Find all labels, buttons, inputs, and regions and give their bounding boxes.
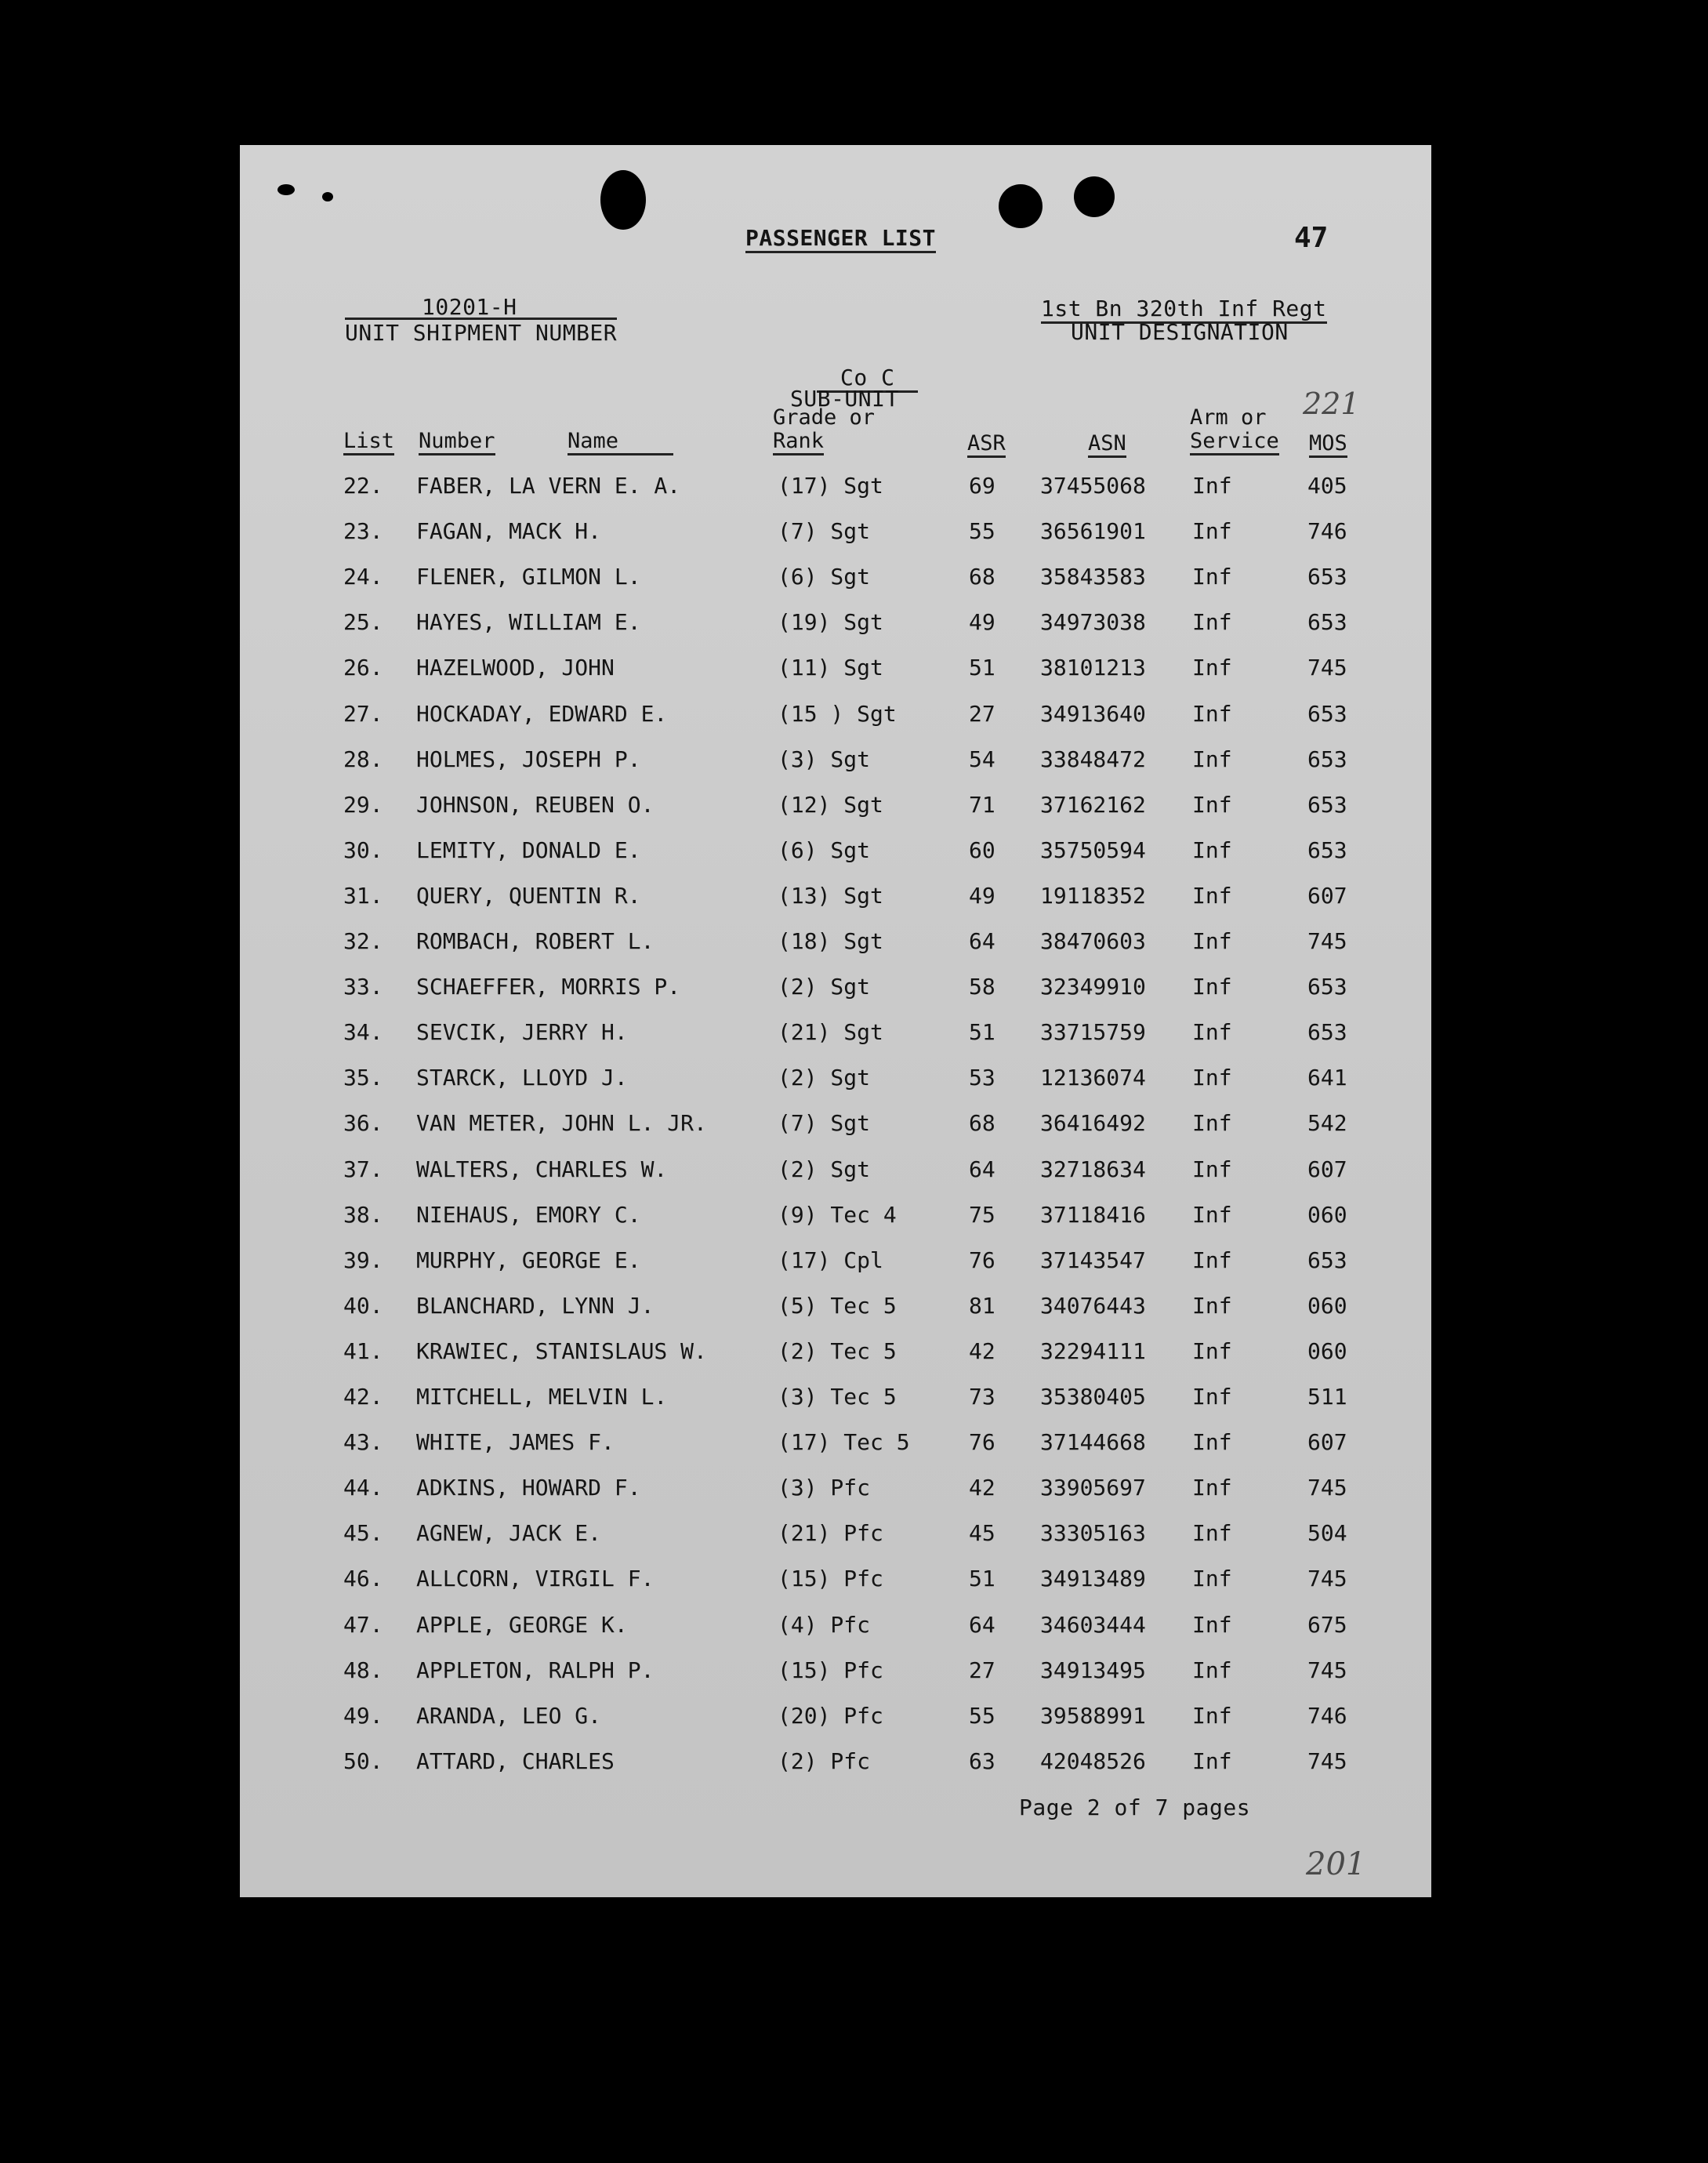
cell-arm: Inf xyxy=(1192,1520,1232,1547)
cell-asr: 64 xyxy=(969,1611,995,1638)
cell-mos: 542 xyxy=(1307,1110,1347,1137)
cell-asr: 53 xyxy=(969,1065,995,1091)
cell-name: JOHNSON, REUBEN O. xyxy=(416,791,655,818)
cell-arm: Inf xyxy=(1192,1702,1232,1729)
table-row xyxy=(240,655,1431,700)
cell-asr: 71 xyxy=(969,791,995,818)
table-row xyxy=(240,1202,1431,1247)
cell-arm: Inf xyxy=(1192,1657,1232,1683)
shipment-number-label: UNIT SHIPMENT NUMBER xyxy=(345,318,617,346)
cell-arm: Inf xyxy=(1192,974,1232,1000)
cell-asn: 34973038 xyxy=(1040,609,1146,636)
cell-asn: 35843583 xyxy=(1040,564,1146,590)
cell-mos: 653 xyxy=(1307,837,1347,863)
cell-mos: 607 xyxy=(1307,1156,1347,1182)
cell-grade: (21) Pfc xyxy=(778,1520,883,1547)
cell-name: AGNEW, JACK E. xyxy=(416,1520,602,1547)
cell-arm: Inf xyxy=(1192,1247,1232,1273)
cell-list: 22. xyxy=(343,473,383,499)
cell-asn: 33715759 xyxy=(1040,1019,1146,1046)
cell-list: 46. xyxy=(343,1566,383,1592)
cell-grade: (6) Sgt xyxy=(778,837,871,863)
document-title: PASSENGER LIST xyxy=(745,225,936,253)
cell-mos: 641 xyxy=(1307,1065,1347,1091)
table-row xyxy=(240,518,1431,564)
sub-unit-label: SUB-UNIT xyxy=(790,386,899,412)
cell-name: FLENER, GILMON L. xyxy=(416,564,641,590)
cell-list: 24. xyxy=(343,564,383,590)
cell-mos: 653 xyxy=(1307,1247,1347,1273)
cell-asr: 75 xyxy=(969,1201,995,1228)
cell-mos: 504 xyxy=(1307,1520,1347,1547)
cell-asr: 27 xyxy=(969,700,995,727)
cell-arm: Inf xyxy=(1192,473,1232,499)
cell-grade: (7) Sgt xyxy=(778,518,871,545)
shipment-number: 10201-H xyxy=(422,294,517,320)
cell-arm: Inf xyxy=(1192,791,1232,818)
cell-grade: (2) Sgt xyxy=(778,1065,871,1091)
cell-arm: Inf xyxy=(1192,1611,1232,1638)
cell-asr: 54 xyxy=(969,746,995,772)
cell-list: 42. xyxy=(343,1384,383,1410)
page-stamp: 47 xyxy=(1294,222,1329,254)
cell-name: MURPHY, GEORGE E. xyxy=(416,1247,641,1273)
cell-name: NIEHAUS, EMORY C. xyxy=(416,1201,641,1228)
cell-arm: Inf xyxy=(1192,700,1232,727)
cell-mos: 653 xyxy=(1307,791,1347,818)
header-number: Number xyxy=(419,429,495,455)
cell-grade: (6) Sgt xyxy=(778,564,871,590)
cell-grade: (13) Sgt xyxy=(778,882,883,909)
cell-asr: 55 xyxy=(969,518,995,545)
cell-arm: Inf xyxy=(1192,1475,1232,1501)
cell-list: 43. xyxy=(343,1429,383,1456)
cell-mos: 653 xyxy=(1307,609,1347,636)
cell-mos: 745 xyxy=(1307,1657,1347,1683)
cell-arm: Inf xyxy=(1192,655,1232,681)
cell-asn: 37455068 xyxy=(1040,473,1146,499)
cell-name: ROMBACH, ROBERT L. xyxy=(416,928,655,954)
cell-grade: (17) Sgt xyxy=(778,473,883,499)
cell-arm: Inf xyxy=(1192,1292,1232,1319)
cell-asn: 37162162 xyxy=(1040,791,1146,818)
cell-asn: 35380405 xyxy=(1040,1384,1146,1410)
cell-arm: Inf xyxy=(1192,1019,1232,1046)
cell-list: 38. xyxy=(343,1201,383,1228)
cell-list: 31. xyxy=(343,882,383,909)
header-asr: ASR xyxy=(967,431,1006,458)
cell-asr: 60 xyxy=(969,837,995,863)
cell-list: 26. xyxy=(343,655,383,681)
cell-grade: (7) Sgt xyxy=(778,1110,871,1137)
page-footer: Page 2 of 7 pages xyxy=(1019,1795,1251,1820)
table-row xyxy=(240,1065,1431,1110)
cell-grade: (2) Sgt xyxy=(778,974,871,1000)
handwritten-count: 221 xyxy=(1303,387,1360,421)
cell-asn: 19118352 xyxy=(1040,882,1146,909)
cell-asr: 64 xyxy=(969,1156,995,1182)
cell-asn: 38101213 xyxy=(1040,655,1146,681)
table-row xyxy=(240,1612,1431,1657)
cell-mos: 745 xyxy=(1307,928,1347,954)
cell-arm: Inf xyxy=(1192,1201,1232,1228)
cell-arm: Inf xyxy=(1192,518,1232,545)
cell-asn: 37144668 xyxy=(1040,1429,1146,1456)
cell-mos: 675 xyxy=(1307,1611,1347,1638)
cell-arm: Inf xyxy=(1192,746,1232,772)
cell-name: ARANDA, LEO G. xyxy=(416,1702,602,1729)
cell-mos: 653 xyxy=(1307,564,1347,590)
cell-asn: 33305163 xyxy=(1040,1520,1146,1547)
table-row xyxy=(240,837,1431,883)
handwritten-footer: 201 xyxy=(1306,1846,1366,1882)
cell-list: 48. xyxy=(343,1657,383,1683)
cell-asr: 68 xyxy=(969,564,995,590)
cell-grade: (5) Tec 5 xyxy=(778,1292,897,1319)
table-row xyxy=(240,1703,1431,1748)
cell-asr: 42 xyxy=(969,1337,995,1364)
table-row xyxy=(240,1247,1431,1293)
cell-name: QUERY, QUENTIN R. xyxy=(416,882,641,909)
cell-list: 25. xyxy=(343,609,383,636)
header-grade-line2: Rank xyxy=(773,429,824,455)
table-row xyxy=(240,1748,1431,1794)
cell-arm: Inf xyxy=(1192,837,1232,863)
cell-list: 34. xyxy=(343,1019,383,1046)
cell-asn: 37143547 xyxy=(1040,1247,1146,1273)
cell-list: 28. xyxy=(343,746,383,772)
cell-list: 40. xyxy=(343,1292,383,1319)
cell-asn: 38470603 xyxy=(1040,928,1146,954)
cell-mos: 745 xyxy=(1307,1475,1347,1501)
sub-unit-value: Co C xyxy=(817,365,918,393)
cell-asn: 37118416 xyxy=(1040,1201,1146,1228)
table-row xyxy=(240,1110,1431,1156)
header-name: Name xyxy=(568,429,673,455)
cell-name: WHITE, JAMES F. xyxy=(416,1429,615,1456)
cell-asn: 42048526 xyxy=(1040,1747,1146,1774)
cell-list: 39. xyxy=(343,1247,383,1273)
cell-arm: Inf xyxy=(1192,1384,1232,1410)
cell-name: FABER, LA VERN E. A. xyxy=(416,473,681,499)
cell-mos: 060 xyxy=(1307,1201,1347,1228)
cell-asr: 69 xyxy=(969,473,995,499)
cell-asr: 81 xyxy=(969,1292,995,1319)
table-row xyxy=(240,928,1431,974)
cell-asr: 49 xyxy=(969,609,995,636)
cell-asr: 42 xyxy=(969,1475,995,1501)
cell-list: 23. xyxy=(343,518,383,545)
cell-asr: 55 xyxy=(969,1702,995,1729)
cell-name: BLANCHARD, LYNN J. xyxy=(416,1292,655,1319)
header-grade-line1: Grade or xyxy=(773,405,876,430)
header-list: List xyxy=(343,429,394,455)
cell-list: 32. xyxy=(343,928,383,954)
cell-name: VAN METER, JOHN L. JR. xyxy=(416,1110,707,1137)
passenger-table xyxy=(240,145,1431,1897)
cell-asr: 64 xyxy=(969,928,995,954)
cell-asn: 36561901 xyxy=(1040,518,1146,545)
cell-mos: 060 xyxy=(1307,1292,1347,1319)
table-row xyxy=(240,746,1431,792)
header-asn: ASN xyxy=(1088,431,1126,458)
cell-asn: 33905697 xyxy=(1040,1475,1146,1501)
cell-grade: (3) Pfc xyxy=(778,1475,871,1501)
cell-grade: (17) Tec 5 xyxy=(778,1429,910,1456)
cell-asr: 45 xyxy=(969,1520,995,1547)
cell-list: 50. xyxy=(343,1747,383,1774)
cell-arm: Inf xyxy=(1192,1429,1232,1456)
table-row xyxy=(240,1156,1431,1202)
cell-arm: Inf xyxy=(1192,1156,1232,1182)
cell-name: MITCHELL, MELVIN L. xyxy=(416,1384,668,1410)
cell-mos: 745 xyxy=(1307,1747,1347,1774)
cell-grade: (15 ) Sgt xyxy=(778,700,897,727)
cell-grade: (4) Pfc xyxy=(778,1611,871,1638)
cell-asn: 34076443 xyxy=(1040,1292,1146,1319)
table-row xyxy=(240,564,1431,609)
cell-list: 33. xyxy=(343,974,383,1000)
cell-arm: Inf xyxy=(1192,1065,1232,1091)
cell-mos: 060 xyxy=(1307,1337,1347,1364)
cell-name: HAZELWOOD, JOHN xyxy=(416,655,615,681)
cell-asr: 76 xyxy=(969,1429,995,1456)
table-row xyxy=(240,1384,1431,1429)
cell-name: SEVCIK, JERRY H. xyxy=(416,1019,628,1046)
table-row xyxy=(240,1293,1431,1338)
cell-name: FAGAN, MACK H. xyxy=(416,518,602,545)
cell-arm: Inf xyxy=(1192,928,1232,954)
table-row xyxy=(240,1566,1431,1611)
cell-mos: 653 xyxy=(1307,700,1347,727)
cell-list: 44. xyxy=(343,1475,383,1501)
cell-arm: Inf xyxy=(1192,564,1232,590)
cell-mos: 745 xyxy=(1307,655,1347,681)
cell-mos: 405 xyxy=(1307,473,1347,499)
cell-grade: (12) Sgt xyxy=(778,791,883,818)
table-row xyxy=(240,1338,1431,1384)
document-page xyxy=(240,145,1431,1897)
cell-list: 35. xyxy=(343,1065,383,1091)
cell-asn: 34913495 xyxy=(1040,1657,1146,1683)
cell-mos: 607 xyxy=(1307,1429,1347,1456)
cell-arm: Inf xyxy=(1192,1337,1232,1364)
cell-grade: (2) Pfc xyxy=(778,1747,871,1774)
table-row xyxy=(240,1657,1431,1703)
cell-list: 30. xyxy=(343,837,383,863)
cell-asr: 76 xyxy=(969,1247,995,1273)
header-mos: MOS xyxy=(1309,431,1347,458)
cell-grade: (2) Sgt xyxy=(778,1156,871,1182)
cell-list: 36. xyxy=(343,1110,383,1137)
table-row xyxy=(240,1019,1431,1065)
cell-grade: (3) Tec 5 xyxy=(778,1384,897,1410)
cell-name: ADKINS, HOWARD F. xyxy=(416,1475,641,1501)
table-row xyxy=(240,974,1431,1019)
cell-asn: 35750594 xyxy=(1040,837,1146,863)
table-row xyxy=(240,1429,1431,1475)
cell-arm: Inf xyxy=(1192,882,1232,909)
cell-grade: (11) Sgt xyxy=(778,655,883,681)
cell-grade: (2) Tec 5 xyxy=(778,1337,897,1364)
cell-list: 41. xyxy=(343,1337,383,1364)
cell-name: ALLCORN, VIRGIL F. xyxy=(416,1566,655,1592)
cell-asr: 63 xyxy=(969,1747,995,1774)
cell-asr: 58 xyxy=(969,974,995,1000)
cell-asn: 32294111 xyxy=(1040,1337,1146,1364)
table-row xyxy=(240,1520,1431,1566)
cell-asn: 39588991 xyxy=(1040,1702,1146,1729)
cell-grade: (18) Sgt xyxy=(778,928,883,954)
cell-list: 27. xyxy=(343,700,383,727)
cell-mos: 653 xyxy=(1307,746,1347,772)
cell-arm: Inf xyxy=(1192,1747,1232,1774)
cell-grade: (15) Pfc xyxy=(778,1566,883,1592)
header-arm-line1: Arm or xyxy=(1190,405,1267,430)
cell-name: KRAWIEC, STANISLAUS W. xyxy=(416,1337,707,1364)
cell-asn: 34603444 xyxy=(1040,1611,1146,1638)
cell-asn: 32718634 xyxy=(1040,1156,1146,1182)
cell-list: 45. xyxy=(343,1520,383,1547)
cell-list: 49. xyxy=(343,1702,383,1729)
table-row xyxy=(240,792,1431,837)
cell-name: LEMITY, DONALD E. xyxy=(416,837,641,863)
unit-designation-label: UNIT DESIGNATION xyxy=(1071,319,1289,345)
table-row xyxy=(240,701,1431,746)
cell-grade: (3) Sgt xyxy=(778,746,871,772)
table-row xyxy=(240,473,1431,518)
cell-asn: 33848472 xyxy=(1040,746,1146,772)
cell-grade: (20) Pfc xyxy=(778,1702,883,1729)
cell-asn: 32349910 xyxy=(1040,974,1146,1000)
cell-mos: 511 xyxy=(1307,1384,1347,1410)
cell-grade: (15) Pfc xyxy=(778,1657,883,1683)
cell-list: 29. xyxy=(343,791,383,818)
cell-asn: 36416492 xyxy=(1040,1110,1146,1137)
cell-name: HOCKADAY, EDWARD E. xyxy=(416,700,668,727)
table-row xyxy=(240,609,1431,655)
cell-name: WALTERS, CHARLES W. xyxy=(416,1156,668,1182)
cell-grade: (21) Sgt xyxy=(778,1019,883,1046)
table-row xyxy=(240,883,1431,928)
cell-asr: 51 xyxy=(969,1566,995,1592)
cell-asn: 34913489 xyxy=(1040,1566,1146,1592)
cell-name: HAYES, WILLIAM E. xyxy=(416,609,641,636)
cell-arm: Inf xyxy=(1192,609,1232,636)
cell-asn: 34913640 xyxy=(1040,700,1146,727)
cell-asr: 27 xyxy=(969,1657,995,1683)
cell-mos: 653 xyxy=(1307,1019,1347,1046)
cell-arm: Inf xyxy=(1192,1110,1232,1137)
cell-asr: 49 xyxy=(969,882,995,909)
cell-name: APPLETON, RALPH P. xyxy=(416,1657,655,1683)
cell-asr: 68 xyxy=(969,1110,995,1137)
cell-asr: 51 xyxy=(969,1019,995,1046)
cell-mos: 653 xyxy=(1307,974,1347,1000)
cell-grade: (19) Sgt xyxy=(778,609,883,636)
cell-asr: 73 xyxy=(969,1384,995,1410)
header-arm-line2: Service xyxy=(1190,429,1279,455)
cell-asn: 12136074 xyxy=(1040,1065,1146,1091)
cell-asr: 51 xyxy=(969,655,995,681)
table-row xyxy=(240,1475,1431,1520)
cell-name: SCHAEFFER, MORRIS P. xyxy=(416,974,681,1000)
cell-arm: Inf xyxy=(1192,1566,1232,1592)
cell-grade: (9) Tec 4 xyxy=(778,1201,897,1228)
cell-grade: (17) Cpl xyxy=(778,1247,883,1273)
cell-list: 37. xyxy=(343,1156,383,1182)
cell-mos: 607 xyxy=(1307,882,1347,909)
cell-list: 47. xyxy=(343,1611,383,1638)
unit-designation: 1st Bn 320th Inf Regt xyxy=(1041,296,1327,324)
cell-name: HOLMES, JOSEPH P. xyxy=(416,746,641,772)
cell-name: APPLE, GEORGE K. xyxy=(416,1611,628,1638)
cell-mos: 746 xyxy=(1307,1702,1347,1729)
cell-mos: 745 xyxy=(1307,1566,1347,1592)
cell-name: STARCK, LLOYD J. xyxy=(416,1065,628,1091)
cell-mos: 746 xyxy=(1307,518,1347,545)
cell-name: ATTARD, CHARLES xyxy=(416,1747,615,1774)
